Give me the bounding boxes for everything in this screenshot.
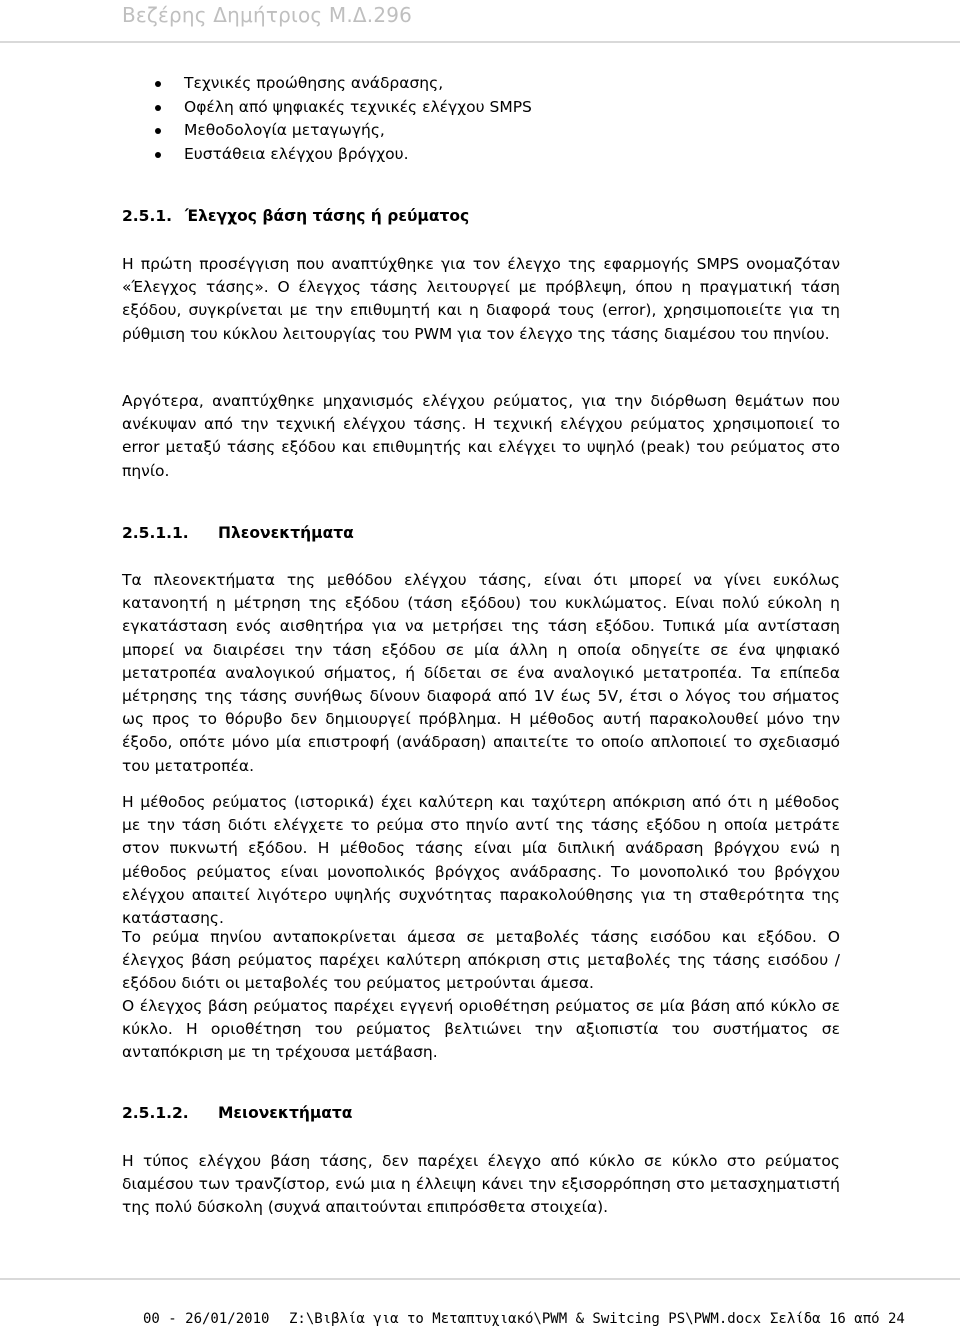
bullet-icon [155, 128, 161, 134]
section-heading-2-5-1-1 [122, 524, 354, 542]
paragraph: Το ρεύμα πηνίου ανταποκρίνεται άμεσα σε μεταβολές τάσης εισόδου και εξόδου. Ο έλεγχος βάση ρεύματος παρέχει καλύτερη απόκριση στις μεταβολές της τάσης εισόδου / εξόδου διότι οι μεταβολές του ρεύματος μετρούνται άμεσα. [122, 928, 840, 993]
paragraph: Η μέθοδος ρεύματος (ιστορικά) έχει καλύτερη και ταχύτερη απόκριση από ότι η μέθοδος με την τάση διότι ελέγχετε το ρεύμα στο πηνίο αντί της τάσης εξόδου η οποία μετράτε στον πυκνωτή εξόδου. Η μέθοδος τάσης είναι μία διπλική ανάδραση βρόγχου ενώ η μέθοδος ρεύματος είναι μονοπολικός βρόγχος ανάδρασης. Το μονοπολικό του βρόγχου ελέγχου απαιτεί λιγότερο υψηλής συχνότητας παρακολούθησης για τη σταθερότητα της κατάστασης. [122, 793, 840, 928]
paragraph: Ο έλεγχος βάση ρεύματος παρέχει εγγενή οριοθέτηση ρεύματος σε μία βάση από κύκλο σε κύκλο. Η οριοθέτηση του ρεύματος βελτιώνει την αξιοπιστία του συστήματος σε ανταπόκριση με τη τρέχουσα μετάβαση. [122, 997, 840, 1062]
paragraph: Η τύπος ελέγχου βάση τάσης, δεν παρέχει έλεγχο από κύκλο σε κύκλο στο ρεύματος διαμέσου των τρανζίστορ, ενώ μια η έλλειψη κάνει την εξισορρόπηση στο μετασχηματιστή της πολύ δύσκολη (συχνά απαιτούνται επιπρόσθετα στοιχεία). [122, 1152, 840, 1217]
bullet-icon [155, 152, 161, 158]
section-heading-2-5-1-2 [122, 1104, 353, 1122]
list-item: Οφέλη από ψηφιακές τεχνικές ελέγχου SMPS [122, 96, 532, 120]
running-header: Βεζέρης Δημήτριος Μ.Δ.296 [122, 3, 413, 27]
paragraph: Τα πλεονεκτήματα της μεθόδου ελέγχου τάσης, είναι ότι μπορεί να γίνει ευκόλως κατανοητή η μέτρηση της εξόδου (τάση εξόδου) του κυκλώματος. Είναι πολύ εύκολη η εγκατάσταση ενός αισθητήρα για να μετρήσει της τάση εξόδου. Τυπικά μία αντίσταση μπορεί να διαιρέσει την τάση εξόδου σε μία άλλη η οποία οδηγείτε σε ένα ψηφιακό μετατροπέα αναλογικού σήματος, ή δίδεται σε ένα αναλογικό μετατροπέα. Τα επίπεδα μέτρησης της τάσης συνήθως δίνουν διαφορά από 1V έως 5V, έτσι ο λόγος του σήματος ως προς το θόρυβο δεν δημιουργεί πρόβλημα. Η μέθοδος αυτή παρακολουθεί μόνο την έξοδο, οπότε μόνο μία επιστροφή (ανάδραση) απαιτείτε το οποίο απλοποιεί το σχεδιασμό του μετατροπέα. [122, 571, 840, 775]
section-number: 2.5.1. [122, 207, 173, 225]
footer-divider [0, 1278, 960, 1280]
section-heading-2-5-1 [122, 207, 470, 225]
paragraph: Η πρώτη προσέγγιση που αναπτύχθηκε για τον έλεγχο της εφαρμογής SMPS ονομαζόταν «Έλεγχος τάσης». Ο έλεγχος τάσης λειτουργεί με πρόβλεψη, όπου η πραγματική τάση εξόδου, συγκρίνεται με την επιθυμητή και η διαφορά τους (error), χρησιμοποιείτε για τη ρύθμιση του κύκλου λειτουργίας του PWM για τον έλεγχο της τάσης διαμέσου του πηνίου. [122, 255, 840, 343]
section-number: 2.5.1.2. [122, 1104, 189, 1122]
bullet-icon [155, 105, 161, 111]
section-title: Μειονεκτήματα [218, 1104, 353, 1122]
paragraph: Αργότερα, αναπτύχθηκε μηχανισμός ελέγχου ρεύματος, για την διόρθωση θεμάτων που ανέκυψαν από την τεχνική ελέγχου τάσης. Η τεχνική ελέγχου ρεύματος χρησιμοποιεί το error μεταξύ τάσης εξόδου και επιθυμητής και ελέγχει το υψηλό (peak) του ρεύματος στο πηνίο. [122, 392, 840, 480]
bullet-list [122, 72, 532, 166]
footer-file-path: Z:\Βιβλία για το Μεταπτυχιακό\PWM & Switcing PS\PWM.docx [289, 1311, 762, 1327]
list-item: Ευστάθεια ελέγχου βρόγχου. [122, 143, 532, 167]
section-title: Έλεγχος βάση τάσης ή ρεύματος [185, 207, 470, 225]
footer-version-date: 00 - 26/01/2010 [143, 1311, 270, 1327]
section-number: 2.5.1.1. [122, 524, 189, 542]
footer-page-info: Σελίδα 16 από 24 [770, 1311, 905, 1327]
section-title: Πλεονεκτήματα [218, 524, 354, 542]
list-item: Μεθοδολογία μεταγωγής, [122, 119, 532, 143]
list-item: Τεχνικές προώθησης ανάδρασης, [122, 72, 532, 96]
header-divider [0, 41, 960, 43]
bullet-icon [155, 81, 161, 87]
